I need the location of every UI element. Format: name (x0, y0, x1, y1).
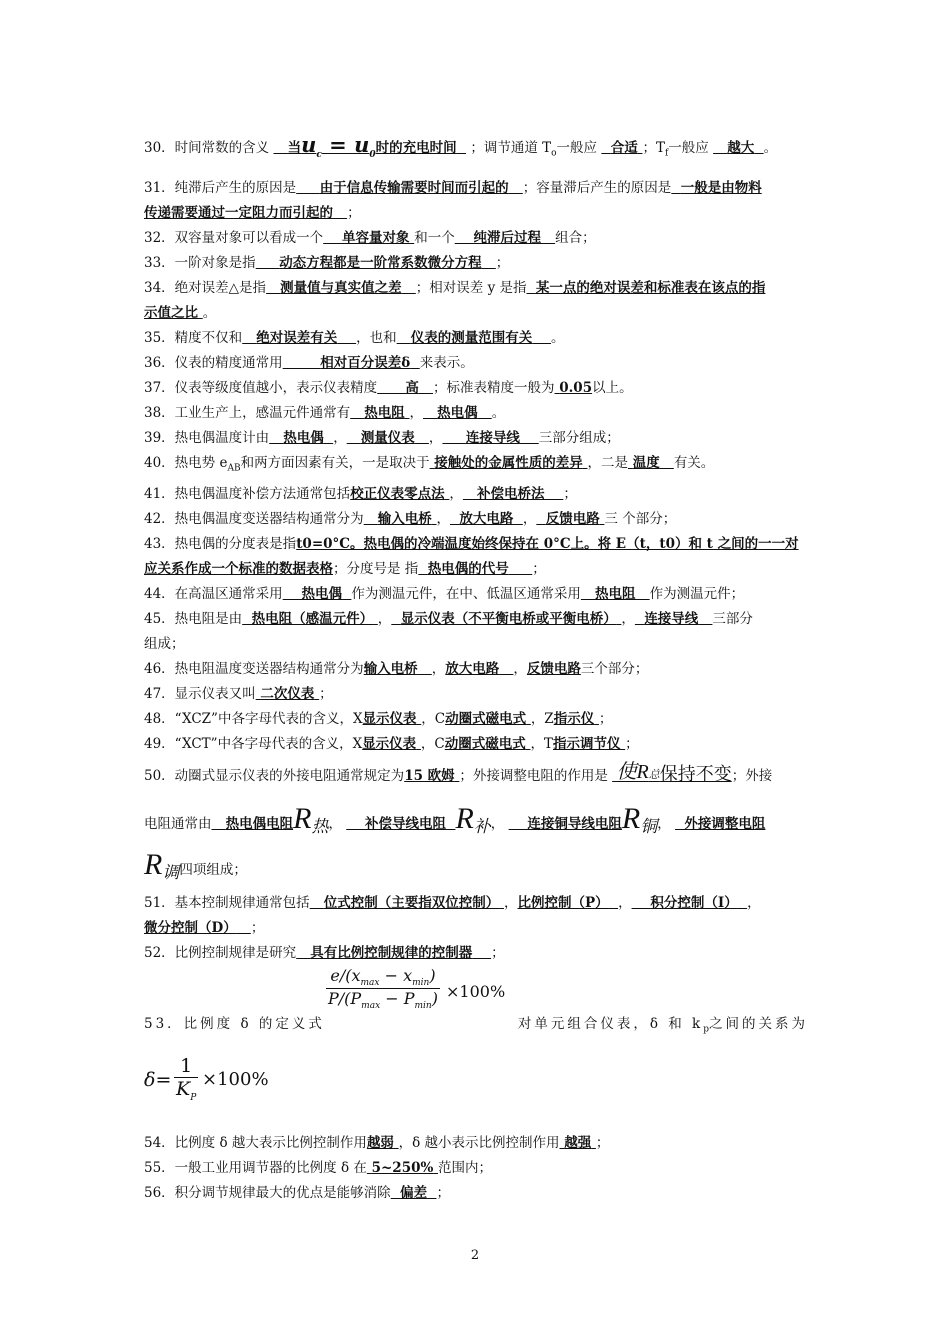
q46: 46．热电阻温度变送器结构通常分为输入电桥 ，放大电路 ，反馈电路三个部分； (144, 660, 649, 677)
q32: 32．双容量对象可以看成一个 单容量对象 和一个 纯滞后过程 组合； (144, 230, 596, 247)
q50: 50．动圈式显示仪表的外接电阻通常规定为15 欧姆 ；外接调整电阻的作用是 使R总保持不变；外接 (144, 760, 773, 785)
q48: 48．“XCZ”中各字母代表的含义，X显示仪表 ，C动圈式磁电式 ，Z指示仪 ； (144, 710, 613, 727)
q54: 54．比例度 δ 越大表示比例控制作用越弱 ，δ 越小表示比例控制作用 越强 ； (144, 1134, 610, 1151)
q56: 56．积分调节规律最大的优点是能够消除 偏差 ； (144, 1184, 450, 1201)
q30-answer-3: 越大 (727, 140, 755, 156)
q43: 43．热电偶的分度表是指t0=0°C。热电偶的冷端温度始终保持在 0°C上。将 E（t，t0）和 t 之间的一一对 应关系作成一个标准的数据表格；分度号是 指 热电偶的代号 ； (144, 535, 799, 577)
q50-cont: 电阻通常由 热电偶电阻R热， 补偿导线电阻 R补， 连接铜导线电阻R铜， 外接调整电阻 (144, 801, 766, 836)
q45: 45．热电阻是由 热电阻（感温元件） ， 显示仪表（不平衡电桥或平衡电桥） ， 连接导线 三部分 组成； (144, 610, 753, 652)
q37: 37．仪表等级度值越小，表示仪表精度 高 ；标准表精度一般为 0.05以上。 (144, 380, 633, 397)
q42: 42．热电偶温度变送器结构通常分为 输入电桥 ， 放大电路 ， 反馈电路 三 个部分； (144, 510, 677, 527)
q33: 33．一阶对象是指 动态方程都是一阶常系数微分方程 ； (144, 255, 510, 272)
q50-end: R调四项组成； (144, 847, 247, 882)
q30-answer-2: 合适 (610, 140, 638, 156)
q44: 44．在高温区通常采用 热电偶 作为测温元件，在中、低温区通常采用 热电阻 作为测温元件； (144, 585, 745, 602)
document-body (144, 118, 808, 1206)
q49: 49．“XCT”中各字母代表的含义，X显示仪表 ，C动圈式磁电式 ，T指示调节仪 ； (144, 735, 639, 752)
q39: 39．热电偶温度计由 热电偶 ， 测量仪表 ， 连接导线 三部分组成； (144, 430, 620, 447)
q31-answer-2: 一般是由物料 (680, 180, 762, 197)
q41: 41．热电偶温度补偿方法通常包括校正仪表零点法 ， 补偿电桥法 ； (144, 485, 577, 502)
q53: $e/(x_{max} - x_{min})$ $P/(P_{max} - P_{min})$ ×100% (328, 965, 506, 1012)
q30-answer-1: 当$u_c = u_0$时的充电时间 (287, 132, 457, 161)
q53-formula: $e/(x_{max} - x_{min})$ $P/(P_{max} - P_{min})$ (328, 965, 438, 1012)
q53-relation: δ= $\frac{1}{K_P}$ ×100% (144, 1054, 269, 1103)
q47: 47．显示仪表又叫 二次仪表 ； (144, 685, 333, 702)
q40: 40．热电势 $e_{AB}$和两方面因素有关，一是取决于 接触处的金属性质的差异 ，二是 温度 有关。 (144, 455, 715, 474)
q31: 31．纯滞后产生的原因是 由于信息传输需要时间而引起的 ；容量滞后产生的原因是 一般是由物料 传递需要通过一定阻力而引起的 ； (144, 180, 762, 222)
q52: 52．比例控制规律是研究 具有比例控制规律的控制器 ； (144, 944, 505, 961)
q34: 34．绝对误差△是指 测量值与真实值之差 ；相对误差 y 是指 某一点的绝对误差和标准表在该点的指 示值之比 。 (144, 280, 766, 322)
q38: 38．工业生产上，感温元件通常有 热电阻 ， 热电偶 。 (144, 405, 506, 422)
page-number: 2 (470, 1248, 480, 1263)
q30: 30．时间常数的含义 当$u_c = u_0$时的充电时间 ；调节通道 $T_o$一般应 合适 ；$T_f$一般应 越大 。 (144, 132, 778, 161)
q31-answer-2b: 传递需要通过一定阻力而引起的 (144, 205, 333, 222)
q55: 55．一般工业用调节器的比例度 δ 在 5~250% 范围内； (144, 1159, 493, 1176)
q51: 51．基本控制规律通常包括 位式控制（主要指双位控制） ，比例控制（P） ， 积分控制（I） ， 微分控制（D） ； (144, 894, 761, 936)
q30-text: 30．时间常数的含义 (144, 140, 270, 156)
q35: 35．精度不仅和 绝对误差有关 ，也和 仪表的测量范围有关 。 (144, 330, 565, 347)
q36: 36．仪表的精度通常用 相对百分误差δ 来表示。 (144, 355, 474, 372)
q31-answer-1: 由于信息传输需要时间而引起的 (319, 180, 509, 197)
q53-text: 53．比例度 δ 的定义式 对单元组合仪表，δ 和 $k_p$之间的关系为 (144, 1015, 808, 1035)
